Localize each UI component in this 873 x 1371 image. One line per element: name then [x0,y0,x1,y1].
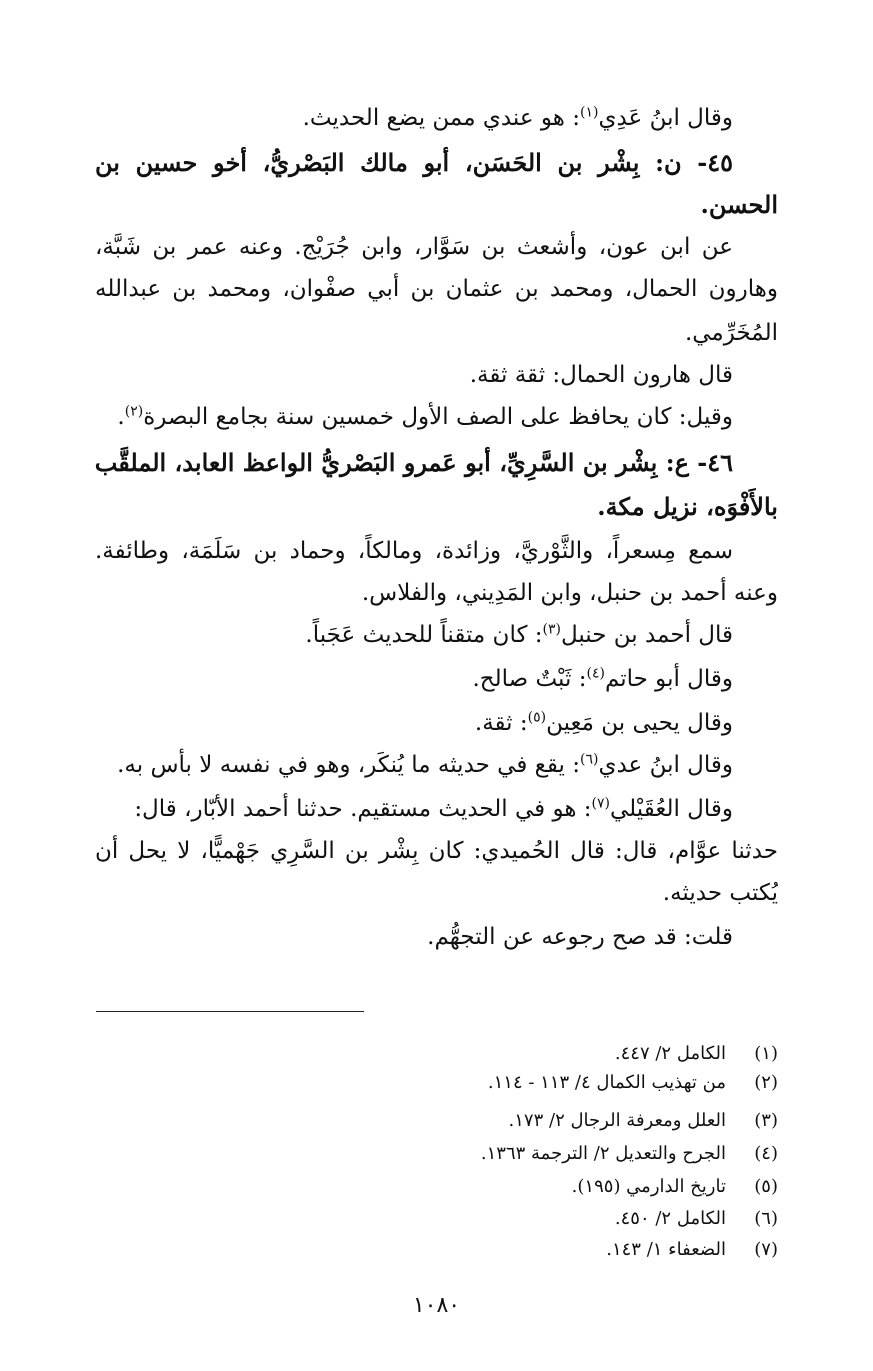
text-line: وقال ابنُ عَدِي$^{(١)}$: هو عندي ممن يضع الحديث. [302,104,733,131]
footnote-ref[interactable]: (٤) [586,665,605,682]
footnote-text: الضعفاء ١/ ١٤٣. [606,1239,726,1260]
footnote-ref[interactable]: (١) [579,104,599,121]
text-line: يُكتب حديثه. [662,880,778,906]
text-line: المُخَرِّمي. [684,320,778,346]
footnote-number: (٣) [754,1110,778,1131]
footnote-text: من تهذيب الكمال ٤/ ١١٣ - ١١٤. [487,1072,726,1093]
footnote-text: العلل ومعرفة الرجال ٢/ ١٧٣. [508,1110,726,1131]
text-line: وقال ابنُ عدي$^{(٦)}$: يقع في حديثه ما يُنكَر، وهو في نفسه لا بأس به. [117,751,733,778]
text-line: عن ابن عون، وأشعث بن سَوَّار، وابن جُرَيْج. وعنه عمر بن شَبَّة، [95,234,733,260]
footnote-ref[interactable]: (٦) [579,751,599,768]
entry-heading: ٤٦- ع: بِشْر بن السَّرِيِّ، أبو عَمرو البَصْريُّ الواعظ العابد، الملقَّب [95,448,733,477]
footnote-text: الكامل ٢/ ٤٥٠. [614,1208,726,1229]
footnote-ref[interactable]: (٣) [542,621,561,638]
footnote [300,1069,778,1097]
text-line: سمع مِسعراً، والثَّوْريَّ، وزائدة، ومالكاً، وحماد بن سَلَمَة، وطائفة. [95,538,733,564]
text-line: وقيل: كان يحافظ على الصف الأول خمسين سنة بجامع البصرة$^{(٢)}$. [117,403,733,430]
text-line: قال هارون الحمال: ثقة ثقة. [469,362,733,388]
text-line: وقال العُقَيْلي$^{(٧)}$: هو في الحديث مستقيم. حدثنا أحمد الأبّار، قال: [134,795,733,822]
text-line: قال أحمد بن حنبل$^{(٣)}$: كان متقناً للحديث عَجَباً. [305,621,733,648]
text-line: وقال يحيى بن مَعِين$^{(٥)}$: ثقة. [474,709,733,736]
footnote [300,1140,778,1168]
text-line: قلت: قد صح رجوعه عن التجهُّم. [427,924,733,950]
text-line: حدثنا عوَّام، قال: قال الحُميدي: كان بِشْر بن السَّرِي جَهْميًّا، لا يحل أن [95,838,778,864]
footnote-separator [96,1011,364,1012]
footnote [300,1236,778,1264]
footnote-number: (٦) [754,1208,778,1229]
entry-heading-cont: الحسن. [700,190,778,219]
entry-heading-cont: بالأَفْوَه، نزيل مكة. [597,492,778,521]
footnote-ref[interactable]: (٢) [124,403,144,420]
footnote-number: (٥) [754,1176,778,1197]
entry-heading: ٤٥- ن: بِشْر بن الحَسَن، أبو مالك البَصْريُّ، أخو حسين بن [95,148,733,177]
footnote-text: الكامل ٢/ ٤٤٧. [614,1043,726,1064]
footnote-number: (٤) [754,1143,778,1164]
footnote [300,1205,778,1233]
footnote [300,1173,778,1201]
footnote-text: تاريخ الدارمي (١٩٥). [571,1176,726,1197]
text-line: وعنه أحمد بن حنبل، وابن المَدِيني، والفلاس. [361,580,778,606]
footnote [300,1107,778,1135]
text-line: وهارون الحمال، ومحمد بن عثمان بن أبي صفْوان، ومحمد بن عبدالله [95,276,778,302]
page-number: ١٠٨٠ [412,1293,461,1318]
footnote-number: (٢) [754,1072,778,1093]
footnote-number: (٧) [754,1239,778,1260]
footnote-ref[interactable]: (٥) [527,709,547,726]
footnote-number: (١) [754,1043,778,1064]
footnote-ref[interactable]: (٧) [591,795,610,812]
footnote [300,1040,778,1068]
text-line: وقال أبو حاتم$^{(٤)}$: ثَبْتٌ صالح. [472,665,733,692]
footnote-text: الجرح والتعديل ٢/ الترجمة ١٣٦٣. [480,1143,726,1164]
